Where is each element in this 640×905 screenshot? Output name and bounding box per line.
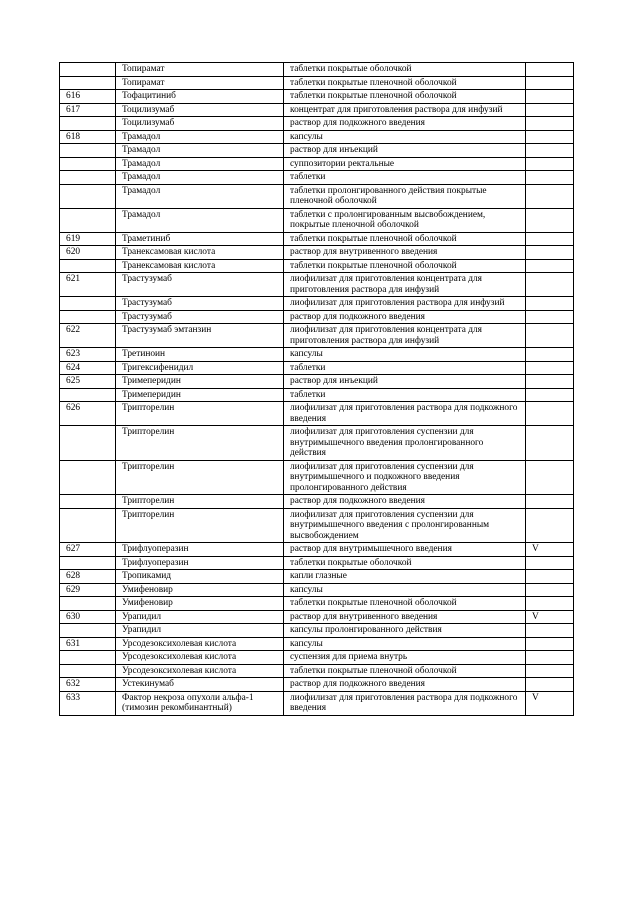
dosage-form-cell: раствор для внутримышечного введения — [284, 543, 526, 557]
dosage-form-cell: таблетки с пролонгированным высвобождением, покрытые пленочной оболочкой — [284, 208, 526, 232]
row-number-cell: 630 — [60, 610, 116, 624]
mark-cell — [526, 310, 574, 324]
row-number-cell — [60, 184, 116, 208]
drug-name-cell: Третиноин — [116, 348, 284, 362]
row-number-cell: 625 — [60, 375, 116, 389]
drug-name-cell: Тоцилизумаб — [116, 117, 284, 131]
drug-name-cell: Трамадол — [116, 157, 284, 171]
mark-cell — [526, 63, 574, 77]
drug-name-cell: Транексамовая кислота — [116, 259, 284, 273]
mark-cell — [526, 246, 574, 260]
row-number-cell: 621 — [60, 273, 116, 297]
mark-cell — [526, 324, 574, 348]
table-row — [60, 208, 574, 232]
row-number-cell — [60, 664, 116, 678]
table-row — [60, 232, 574, 246]
table-row — [60, 259, 574, 273]
table-row — [60, 348, 574, 362]
mark-cell — [526, 583, 574, 597]
table-row — [60, 402, 574, 426]
table-row — [60, 144, 574, 158]
mark-cell — [526, 144, 574, 158]
mark-cell — [526, 184, 574, 208]
row-number-cell: 629 — [60, 583, 116, 597]
row-number-cell — [60, 63, 116, 77]
drug-name-cell: Трастузумаб — [116, 297, 284, 311]
table-row — [60, 310, 574, 324]
drug-name-cell: Тофацитиниб — [116, 90, 284, 104]
row-number-cell: 618 — [60, 130, 116, 144]
drug-name-cell: Фактор некроза опухоли альфа-1 (тимозин рекомбинантный) — [116, 691, 284, 715]
row-number-cell — [60, 259, 116, 273]
table-row — [60, 678, 574, 692]
row-number-cell: 633 — [60, 691, 116, 715]
row-number-cell — [60, 556, 116, 570]
row-number-cell — [60, 495, 116, 509]
dosage-form-cell: таблетки — [284, 361, 526, 375]
dosage-form-cell: таблетки пролонгированного действия покрытые пленочной оболочкой — [284, 184, 526, 208]
table-row — [60, 76, 574, 90]
drug-list-table — [59, 62, 574, 716]
mark-cell — [526, 157, 574, 171]
drug-name-cell: Трастузумаб эмтанзин — [116, 324, 284, 348]
dosage-form-cell: таблетки покрытые пленочной оболочкой — [284, 90, 526, 104]
drug-name-cell: Транексамовая кислота — [116, 246, 284, 260]
dosage-form-cell: раствор для инъекций — [284, 375, 526, 389]
dosage-form-cell: таблетки покрытые пленочной оболочкой — [284, 664, 526, 678]
mark-cell — [526, 388, 574, 402]
table-body — [60, 63, 574, 716]
drug-name-cell: Топирамат — [116, 63, 284, 77]
dosage-form-cell: раствор для подкожного введения — [284, 678, 526, 692]
mark-cell — [526, 361, 574, 375]
row-number-cell — [60, 171, 116, 185]
drug-name-cell: Тримеперидин — [116, 388, 284, 402]
mark-cell — [526, 90, 574, 104]
row-number-cell — [60, 157, 116, 171]
row-number-cell — [60, 310, 116, 324]
dosage-form-cell: раствор для внутривенного введения — [284, 246, 526, 260]
dosage-form-cell: капли глазные — [284, 570, 526, 584]
dosage-form-cell: раствор для подкожного введения — [284, 117, 526, 131]
row-number-cell — [60, 388, 116, 402]
mark-cell — [526, 678, 574, 692]
dosage-form-cell: таблетки покрытые оболочкой — [284, 63, 526, 77]
dosage-form-cell: лиофилизат для приготовления суспензии для внутримышечного введения с пролонгированным высвобождением — [284, 508, 526, 543]
table-row — [60, 375, 574, 389]
row-number-cell — [60, 144, 116, 158]
row-number-cell: 617 — [60, 103, 116, 117]
drug-name-cell: Урсодезоксихолевая кислота — [116, 637, 284, 651]
drug-name-cell: Устекинумаб — [116, 678, 284, 692]
table-row — [60, 361, 574, 375]
row-number-cell: 631 — [60, 637, 116, 651]
table-row — [60, 103, 574, 117]
row-number-cell — [60, 117, 116, 131]
drug-name-cell: Урсодезоксихолевая кислота — [116, 664, 284, 678]
row-number-cell: 616 — [60, 90, 116, 104]
row-number-cell: 624 — [60, 361, 116, 375]
row-number-cell — [60, 651, 116, 665]
table-row — [60, 324, 574, 348]
mark-cell — [526, 597, 574, 611]
row-number-cell — [60, 297, 116, 311]
dosage-form-cell: таблетки покрытые пленочной оболочкой — [284, 597, 526, 611]
table-row — [60, 556, 574, 570]
table-row — [60, 583, 574, 597]
drug-name-cell: Трипторелин — [116, 508, 284, 543]
table-row — [60, 651, 574, 665]
row-number-cell — [60, 460, 116, 495]
mark-cell — [526, 348, 574, 362]
mark-cell: V — [526, 543, 574, 557]
mark-cell — [526, 402, 574, 426]
dosage-form-cell: раствор для подкожного введения — [284, 495, 526, 509]
dosage-form-cell: капсулы пролонгированного действия — [284, 624, 526, 638]
mark-cell — [526, 130, 574, 144]
mark-cell — [526, 556, 574, 570]
table-row — [60, 610, 574, 624]
row-number-cell: 626 — [60, 402, 116, 426]
drug-name-cell: Трастузумаб — [116, 273, 284, 297]
table-row — [60, 90, 574, 104]
row-number-cell — [60, 508, 116, 543]
dosage-form-cell: раствор для подкожного введения — [284, 310, 526, 324]
dosage-form-cell: раствор для внутривенного введения — [284, 610, 526, 624]
table-row — [60, 117, 574, 131]
mark-cell — [526, 76, 574, 90]
dosage-form-cell: капсулы — [284, 348, 526, 362]
mark-cell — [526, 570, 574, 584]
mark-cell: V — [526, 691, 574, 715]
table-row — [60, 508, 574, 543]
mark-cell — [526, 171, 574, 185]
dosage-form-cell: лиофилизат для приготовления концентрата для приготовления раствора для инфузий — [284, 273, 526, 297]
row-number-cell — [60, 597, 116, 611]
mark-cell — [526, 259, 574, 273]
dosage-form-cell: капсулы — [284, 583, 526, 597]
mark-cell — [526, 664, 574, 678]
dosage-form-cell: лиофилизат для приготовления суспензии для внутримышечного введения пролонгированного действия — [284, 426, 526, 461]
table-row — [60, 130, 574, 144]
drug-name-cell: Топирамат — [116, 76, 284, 90]
table-row — [60, 691, 574, 715]
row-number-cell: 627 — [60, 543, 116, 557]
mark-cell — [526, 651, 574, 665]
mark-cell — [526, 637, 574, 651]
drug-name-cell: Трамадол — [116, 208, 284, 232]
row-number-cell: 628 — [60, 570, 116, 584]
drug-name-cell: Умифеновир — [116, 583, 284, 597]
dosage-form-cell: суспензия для приема внутрь — [284, 651, 526, 665]
dosage-form-cell: суппозитории ректальные — [284, 157, 526, 171]
row-number-cell — [60, 426, 116, 461]
row-number-cell — [60, 208, 116, 232]
dosage-form-cell: капсулы — [284, 637, 526, 651]
dosage-form-cell: таблетки покрытые пленочной оболочкой — [284, 232, 526, 246]
drug-name-cell: Урсодезоксихолевая кислота — [116, 651, 284, 665]
drug-name-cell: Тригексифенидил — [116, 361, 284, 375]
drug-name-cell: Урапидил — [116, 610, 284, 624]
dosage-form-cell: таблетки — [284, 388, 526, 402]
dosage-form-cell: таблетки покрытые пленочной оболочкой — [284, 76, 526, 90]
mark-cell — [526, 426, 574, 461]
row-number-cell — [60, 624, 116, 638]
table-row — [60, 597, 574, 611]
mark-cell — [526, 297, 574, 311]
table-row — [60, 495, 574, 509]
dosage-form-cell: капсулы — [284, 130, 526, 144]
drug-name-cell: Урапидил — [116, 624, 284, 638]
drug-name-cell: Трамадол — [116, 184, 284, 208]
mark-cell — [526, 117, 574, 131]
drug-name-cell: Траметиниб — [116, 232, 284, 246]
drug-name-cell: Трипторелин — [116, 402, 284, 426]
mark-cell — [526, 624, 574, 638]
dosage-form-cell: лиофилизат для приготовления раствора для инфузий — [284, 297, 526, 311]
mark-cell — [526, 208, 574, 232]
row-number-cell: 632 — [60, 678, 116, 692]
table-row — [60, 388, 574, 402]
dosage-form-cell: лиофилизат для приготовления раствора для подкожного введения — [284, 402, 526, 426]
mark-cell — [526, 375, 574, 389]
row-number-cell: 623 — [60, 348, 116, 362]
mark-cell — [526, 508, 574, 543]
row-number-cell: 619 — [60, 232, 116, 246]
dosage-form-cell: таблетки покрытые пленочной оболочкой — [284, 259, 526, 273]
mark-cell — [526, 495, 574, 509]
mark-cell: V — [526, 610, 574, 624]
drug-name-cell: Трамадол — [116, 144, 284, 158]
mark-cell — [526, 103, 574, 117]
mark-cell — [526, 273, 574, 297]
dosage-form-cell: лиофилизат для приготовления концентрата для приготовления раствора для инфузий — [284, 324, 526, 348]
table-row — [60, 570, 574, 584]
dosage-form-cell: таблетки — [284, 171, 526, 185]
row-number-cell: 622 — [60, 324, 116, 348]
dosage-form-cell: раствор для инъекций — [284, 144, 526, 158]
drug-name-cell: Тоцилизумаб — [116, 103, 284, 117]
drug-name-cell: Трифлуоперазин — [116, 556, 284, 570]
table-row — [60, 171, 574, 185]
table-row — [60, 246, 574, 260]
table-row — [60, 624, 574, 638]
table-row — [60, 273, 574, 297]
drug-name-cell: Трипторелин — [116, 426, 284, 461]
drug-name-cell: Трипторелин — [116, 460, 284, 495]
table-row — [60, 426, 574, 461]
row-number-cell — [60, 76, 116, 90]
dosage-form-cell: лиофилизат для приготовления раствора для подкожного введения — [284, 691, 526, 715]
drug-name-cell: Трастузумаб — [116, 310, 284, 324]
table-row — [60, 63, 574, 77]
table-row — [60, 297, 574, 311]
mark-cell — [526, 232, 574, 246]
mark-cell — [526, 460, 574, 495]
drug-name-cell: Трипторелин — [116, 495, 284, 509]
drug-name-cell: Тримеперидин — [116, 375, 284, 389]
table-row — [60, 184, 574, 208]
drug-name-cell: Трамадол — [116, 130, 284, 144]
table-row — [60, 543, 574, 557]
table-row — [60, 157, 574, 171]
table-row — [60, 637, 574, 651]
table-row — [60, 460, 574, 495]
row-number-cell: 620 — [60, 246, 116, 260]
dosage-form-cell: таблетки покрытые оболочкой — [284, 556, 526, 570]
drug-name-cell: Умифеновир — [116, 597, 284, 611]
drug-name-cell: Трифлуоперазин — [116, 543, 284, 557]
drug-name-cell: Тропикамид — [116, 570, 284, 584]
dosage-form-cell: лиофилизат для приготовления суспензии для внутримышечного и подкожного введения пролонгированного действия — [284, 460, 526, 495]
drug-name-cell: Трамадол — [116, 171, 284, 185]
table-row — [60, 664, 574, 678]
dosage-form-cell: концентрат для приготовления раствора для инфузий — [284, 103, 526, 117]
